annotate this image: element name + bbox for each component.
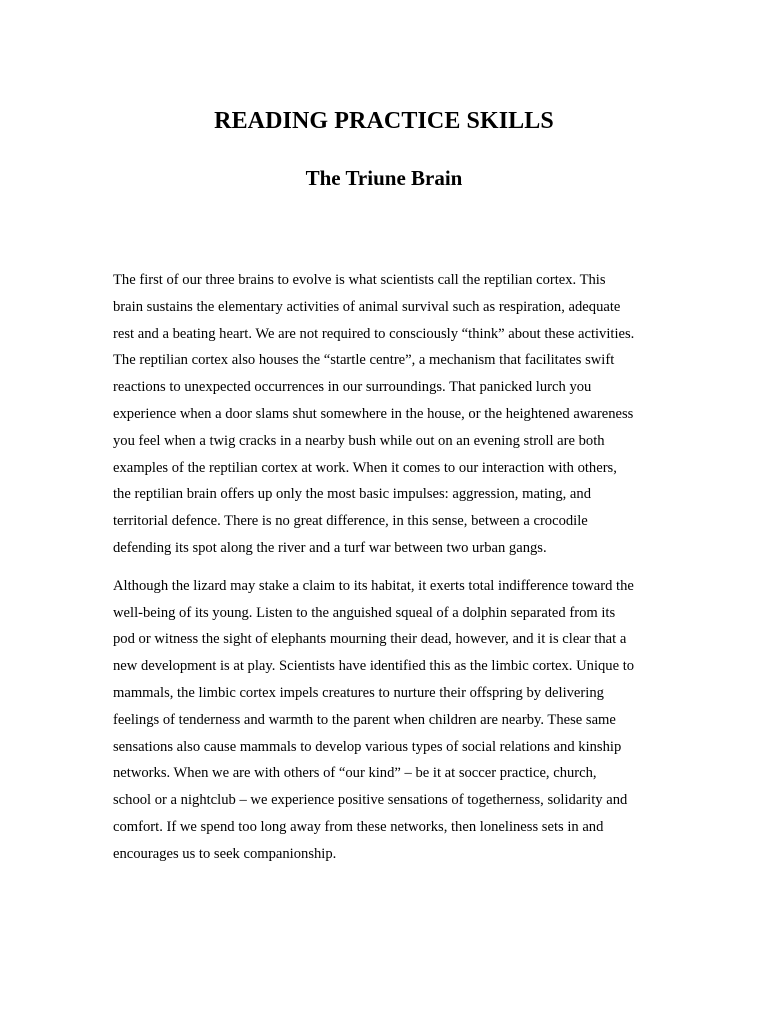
text-line: encourages us to seek companionship. xyxy=(113,845,337,862)
paragraph-2 xyxy=(113,573,658,868)
text-line: reactions to unexpected occurrences in our surroundings. That panicked lurch you xyxy=(113,379,592,396)
text-line: brain sustains the elementary activities of animal survival such as respiration, adequate xyxy=(113,298,621,315)
text-line: rest and a beating heart. We are not required to consciously “think” about these activities. xyxy=(113,325,635,342)
document-subtitle: The Triune Brain xyxy=(305,166,463,190)
document-title: READING PRACTICE SKILLS xyxy=(214,108,554,134)
text-line: territorial defence. There is no great difference, in this sense, between a crocodile xyxy=(113,513,588,530)
text-line: examples of the reptilian cortex at work. When it comes to our interaction with others, xyxy=(113,459,617,476)
text-line: feelings of tenderness and warmth to the parent when children are nearby. These same xyxy=(113,711,616,728)
text-line: The reptilian cortex also houses the “startle centre”, a mechanism that facilitates swift xyxy=(113,352,615,369)
text-line: defending its spot along the river and a turf war between two urban gangs. xyxy=(113,539,547,556)
paragraph-1 xyxy=(113,267,658,562)
text-line: mammals, the limbic cortex impels creatures to nurture their offspring by delivering xyxy=(113,684,604,701)
text-line: school or a nightclub – we experience positive sensations of togetherness, solidarity and xyxy=(113,792,628,809)
text-line: the reptilian brain offers up only the most basic impulses: aggression, mating, and xyxy=(113,486,591,503)
text-line: Although the lizard may stake a claim to its habitat, it exerts total indifference toward the xyxy=(113,577,634,594)
body-text xyxy=(113,267,658,868)
text-line: new development is at play. Scientists have identified this as the limbic cortex. Unique to xyxy=(113,658,635,675)
text-line: comfort. If we spend too long away from these networks, then loneliness sets in and xyxy=(113,818,604,835)
text-line: sensations also cause mammals to develop various types of social relations and kinship xyxy=(113,738,622,755)
text-line: you feel when a twig cracks in a nearby bush while out on an evening stroll are both xyxy=(113,432,605,449)
text-line: well-being of its young. Listen to the anguished squeal of a dolphin separated from its xyxy=(113,604,616,621)
text-line: pod or witness the sight of elephants mourning their dead, however, and it is clear that a xyxy=(113,631,627,648)
text-line: networks. When we are with others of “our kind” – be it at soccer practice, church, xyxy=(113,765,597,782)
text-line: The first of our three brains to evolve is what scientists call the reptilian cortex. This xyxy=(113,272,606,288)
text-line: experience when a door slams shut somewhere in the house, or the heightened awareness xyxy=(113,405,634,422)
